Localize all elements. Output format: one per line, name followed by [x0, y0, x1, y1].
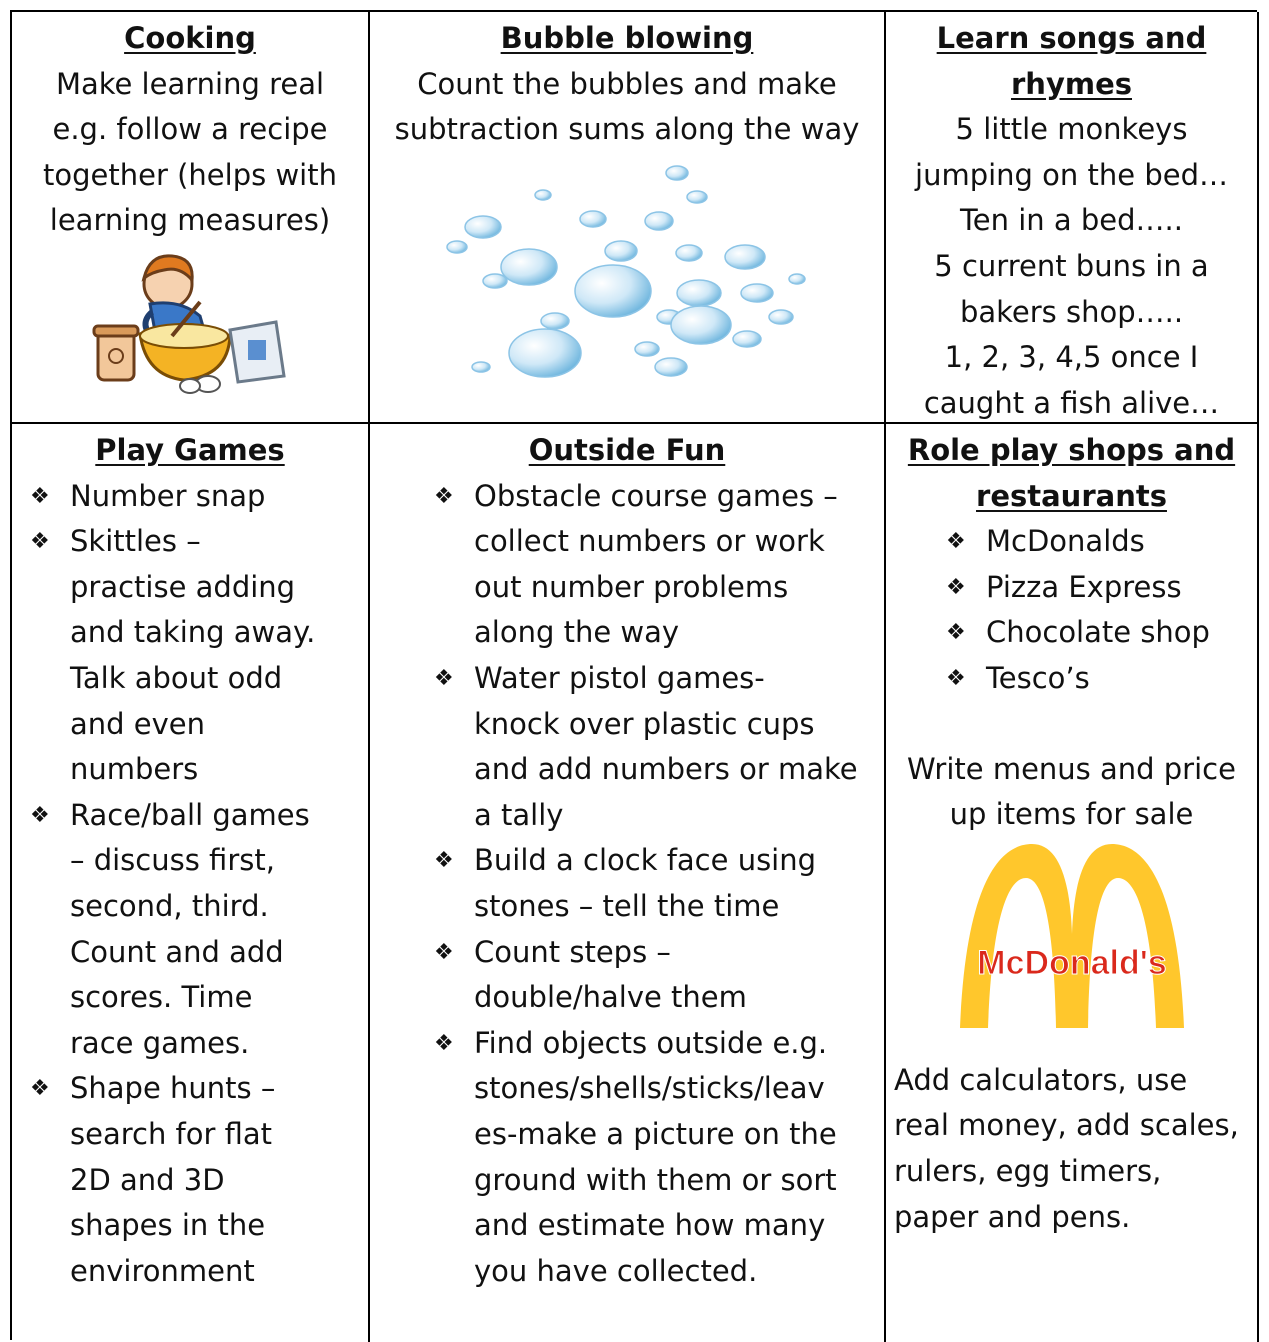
activities-table — [10, 10, 1257, 1340]
roleplay-item — [936, 565, 1249, 611]
cooking-line: together (helps with — [43, 157, 337, 192]
outside-item-line: es-make a picture on the — [474, 1116, 837, 1151]
roleplay-item — [936, 656, 1249, 702]
child-mixing-bowl-icon — [80, 244, 300, 394]
roleplay-item-label: Chocolate shop — [986, 615, 1210, 650]
games-cell — [12, 424, 370, 1342]
bubbles-title: Bubble blowing — [500, 21, 754, 55]
outside-item-line: Water pistol games- — [474, 660, 765, 695]
songs-cell — [886, 12, 1259, 424]
games-item-line: shapes in the — [70, 1208, 266, 1243]
games-item-line: 2D and 3D — [70, 1162, 225, 1197]
games-item — [20, 1066, 360, 1294]
bubbles-icon — [407, 153, 847, 383]
outside-item-line: Count steps – — [474, 934, 671, 969]
games-item-line: search for flat — [70, 1116, 273, 1151]
roleplay-title-line: Role play shops and — [907, 433, 1236, 467]
games-item-line: practise adding — [70, 569, 296, 604]
outside-title: Outside Fun — [528, 433, 726, 467]
outside-item-line: stones – tell the time — [474, 888, 780, 923]
roleplay-title-line: restaurants — [976, 478, 1167, 513]
bubbles-cell — [370, 12, 886, 424]
games-item-line: Talk about odd — [70, 660, 283, 695]
games-item-line: Count and add — [70, 934, 284, 969]
outside-item-line: double/halve them — [474, 980, 747, 1015]
songs-line: 1, 2, 3, 4,5 once I — [944, 340, 1199, 375]
games-item-line: Skittles – — [70, 524, 201, 559]
outside-item — [424, 838, 876, 929]
outside-item-line: and add numbers or make — [474, 752, 858, 787]
outside-item-line: you have collected. — [474, 1253, 758, 1288]
roleplay-item — [936, 519, 1249, 565]
games-item-line: numbers — [70, 752, 199, 787]
roleplay-item-label: Pizza Express — [986, 569, 1182, 604]
cooking-line: Make learning real — [55, 66, 325, 101]
games-item-line: Race/ball games — [70, 797, 310, 832]
games-item — [20, 474, 360, 520]
games-item-line: second, third. — [70, 888, 269, 923]
spacer — [894, 702, 1249, 747]
outside-item-line: ground with them or sort — [474, 1162, 837, 1197]
bullet-icon: ❖ — [30, 1076, 50, 1102]
outside-item — [424, 1021, 876, 1295]
games-title: Play Games — [95, 433, 285, 467]
roleplay-list — [894, 519, 1249, 701]
roleplay-extra-line: rulers, egg timers, — [894, 1153, 1162, 1188]
roleplay-item-label: McDonalds — [986, 524, 1145, 559]
bubbles-line: Count the bubbles and make — [417, 66, 837, 101]
outside-cell — [370, 424, 886, 1342]
roleplay-cell — [886, 424, 1259, 1342]
outside-item-line: knock over plastic cups — [474, 706, 815, 741]
outside-item-line: Obstacle course games – — [474, 478, 838, 513]
bullet-icon: ❖ — [434, 848, 454, 874]
songs-line: 5 current buns in a — [934, 248, 1209, 283]
bullet-icon: ❖ — [434, 1030, 454, 1056]
songs-line: Ten in a bed….. — [960, 203, 1183, 238]
roleplay-item — [936, 610, 1249, 656]
games-item-line: race games. — [70, 1025, 250, 1060]
bullet-icon: ❖ — [30, 802, 50, 828]
songs-line: 5 little monkeys — [955, 112, 1188, 147]
outside-item-line: collect numbers or work — [474, 524, 825, 559]
outside-item-line: stones/shells/sticks/leav — [474, 1071, 825, 1106]
bullet-icon: ❖ — [946, 620, 966, 646]
bullet-icon: ❖ — [434, 939, 454, 965]
roleplay-extra-line: Add calculators, use — [894, 1062, 1188, 1097]
bubbles-line: subtraction sums along the way — [394, 112, 860, 147]
outside-item-line: along the way — [474, 615, 680, 650]
songs-line: jumping on the bed… — [915, 157, 1228, 192]
games-list — [20, 474, 360, 1295]
bullet-icon: ❖ — [30, 529, 50, 555]
golden-arches-icon — [960, 844, 1184, 1028]
bullet-icon: ❖ — [434, 665, 454, 691]
bullet-icon: ❖ — [946, 665, 966, 691]
roleplay-extra-line: paper and pens. — [894, 1199, 1131, 1234]
games-item-line: scores. Time — [70, 980, 253, 1015]
outside-list — [378, 474, 876, 1295]
cooking-line: e.g. follow a recipe — [52, 112, 328, 147]
roleplay-write-line: up items for sale — [949, 797, 1194, 832]
games-item — [20, 793, 360, 1067]
songs-title-line: rhymes — [1011, 66, 1132, 101]
games-item-line: Shape hunts – — [70, 1071, 276, 1106]
cooking-title: Cooking — [124, 21, 256, 55]
outside-item-line: Build a clock face using — [474, 843, 817, 878]
outside-item — [424, 474, 876, 656]
bullet-icon: ❖ — [434, 483, 454, 509]
bullet-icon: ❖ — [30, 483, 50, 509]
mcdonalds-logo — [942, 838, 1202, 1038]
songs-title-line: Learn songs and — [936, 21, 1207, 55]
mcdonalds-logo-text: McDonald's — [976, 943, 1167, 982]
bullet-icon: ❖ — [946, 574, 966, 600]
songs-line: caught a fish alive… — [923, 385, 1220, 420]
outside-item-line: Find objects outside e.g. — [474, 1025, 828, 1060]
outside-item-line: and estimate how many — [474, 1208, 826, 1243]
outside-item — [424, 656, 876, 838]
games-item-line: – discuss first, — [70, 843, 275, 878]
games-item-line: and even — [70, 706, 206, 741]
cooking-line: learning measures) — [49, 203, 331, 238]
games-item — [20, 519, 360, 793]
outside-item-line: a tally — [474, 797, 564, 832]
bullet-icon: ❖ — [946, 529, 966, 555]
outside-item-line: out number problems — [474, 569, 789, 604]
spacer — [894, 1038, 1249, 1058]
roleplay-item-label: Tesco’s — [986, 660, 1090, 695]
games-item-line: Number snap — [70, 478, 266, 513]
outside-item — [424, 930, 876, 1021]
cooking-cell — [12, 12, 370, 424]
roleplay-extra-line: real money, add scales, — [894, 1108, 1239, 1143]
roleplay-write-line: Write menus and price — [907, 751, 1236, 786]
songs-line: bakers shop….. — [959, 294, 1184, 329]
games-item-line: and taking away. — [70, 615, 316, 650]
games-item-line: environment — [70, 1253, 255, 1288]
